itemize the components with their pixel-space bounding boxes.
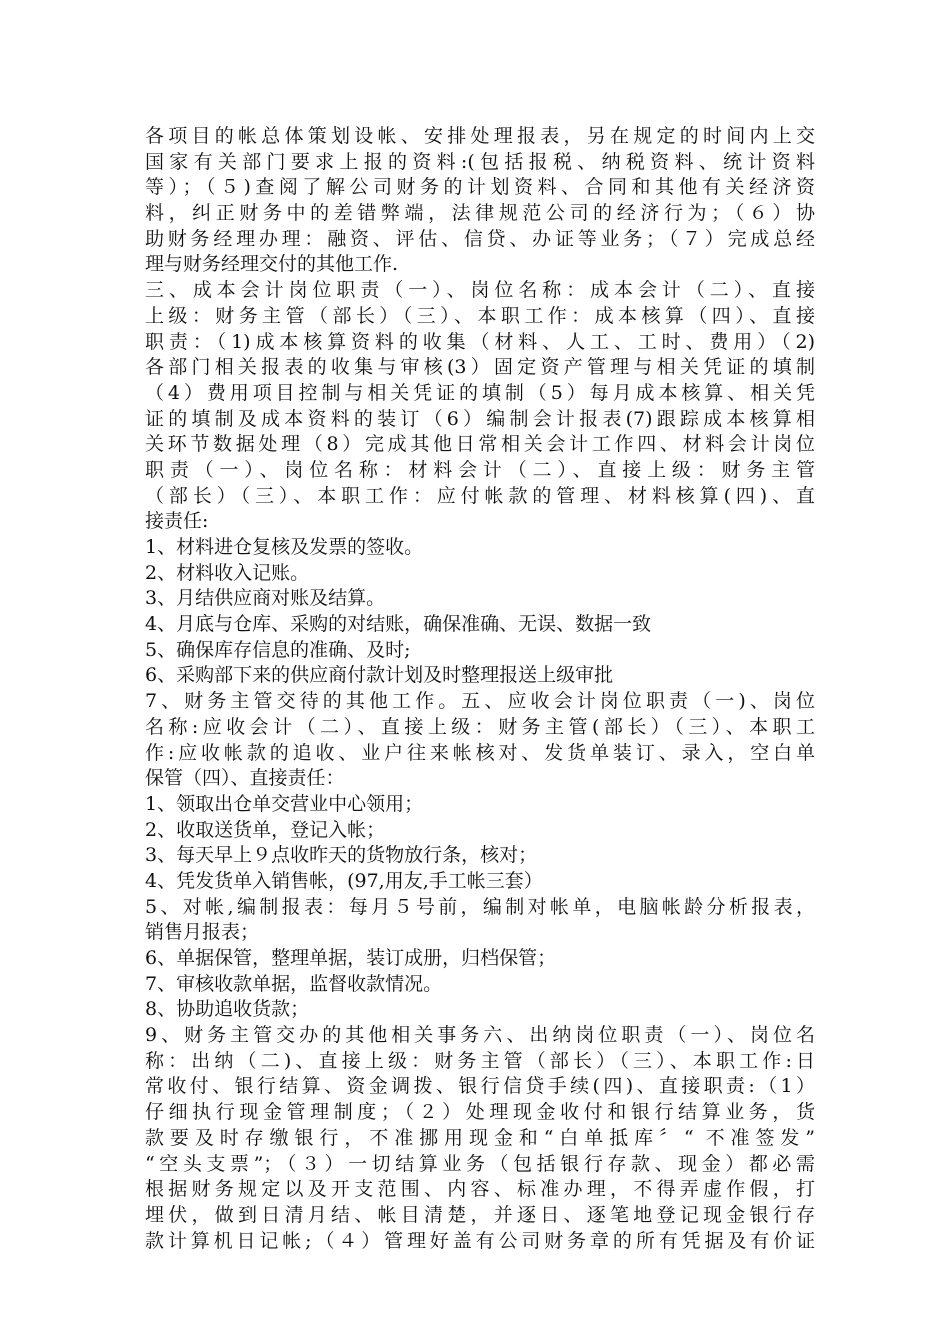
- text-line: 作:应收帐款的追收、业户往来帐核对、发货单装订、录入，空白单: [145, 741, 815, 764]
- list-item: 6、采购部下来的供应商付款计划及时整理报送上级审批: [145, 664, 614, 687]
- text-line: 称：出纳（二)、直接上级：财务主管（部长）（三）、本职工作:日: [145, 1049, 815, 1072]
- text-line: 常收付、银行结算、资金调拨、银行信贷手续(四)、直接职责:（1）: [145, 1075, 815, 1098]
- text-line: 款要及时存缴银行，不准挪用现金和“白单抵库〞“ 不准签发”: [145, 1126, 815, 1149]
- list-item: 8、协助追收货款；: [145, 998, 310, 1021]
- list-item: 7、财务主管交待的其他工作。五、应收会计岗位职责（一)、岗位: [145, 690, 815, 713]
- list-item: 1、领取出仓单交营业中心领用；: [145, 792, 424, 815]
- text-line: 仔细执行现金管理制度；（２）处理现金收付和银行结算业务，货: [145, 1101, 815, 1124]
- list-item: 4、凭发货单入销售帐，(97,用友,手工帐三套）: [145, 869, 543, 892]
- section-heading-line: 三、成本会计岗位职责（一）、岗位名称：成本会计（二）、直接: [145, 279, 815, 302]
- text-line: 各项目的帐总体策划设帐、安排处理报表，另在规定的时间内上交: [145, 125, 815, 147]
- list-item: 1、材料进仓复核及发票的签收。: [145, 536, 424, 558]
- text-line: 理与财务经理交付的其他工作.: [145, 253, 399, 276]
- list-item: 4、月底与仓库、采购的对结账，确保准确、无误、数据一致: [145, 613, 652, 636]
- text-line: （4）费用项目控制与相关凭证的填制（5）每月成本核算、相关凭: [145, 381, 815, 404]
- text-line: （部长）（三）、本职工作：应付帐款的管理、材料核算(四)、直: [145, 484, 815, 507]
- text-line: 保管（四）、直接责任：: [145, 767, 345, 790]
- text-line: 各部门相关报表的收集与审核(3）固定资产管理与相关凭证的填制: [145, 356, 815, 379]
- list-item: 3、每天早上９点收昨天的货物放行条，核对；: [145, 844, 538, 867]
- text-line: 助财务经理办理：融资、评估、信贷、办证等业务；（７）完成总经: [145, 227, 815, 250]
- list-item: 7、审核收款单据，监督收款情况。: [145, 972, 443, 995]
- text-line: 国家有关部门要求上报的资料:(包括报税、纳税资料、统计资料: [145, 150, 815, 173]
- list-item: 3、月结供应商对账及结算。: [145, 587, 386, 610]
- text-line: 上级：财务主管（部长）（三）、本职工作：成本核算（四）、直接: [145, 304, 815, 327]
- list-item: 5、对帐,编制报表：每月５号前，编制对帐单，电脑帐龄分析报表，: [145, 895, 815, 918]
- text-line: 款计算机日记帐;（４）管理好盖有公司财务章的所有凭据及有价证: [145, 1229, 815, 1252]
- list-item: 9、财务主管交办的其他相关事务六、出纳岗位职责（一）、岗位名: [145, 1024, 815, 1047]
- text-line: 接责任:: [145, 510, 209, 533]
- document-body: [145, 124, 815, 1254]
- text-line: 职责（一）、岗位名称：材料会计（二）、直接上级：财务主管: [145, 458, 815, 481]
- list-item: 2、材料收入记账。: [145, 561, 310, 584]
- text-line: 证的填制及成本资料的装订（6）编制会计报表(7)跟踪成本核算相: [145, 407, 815, 430]
- text-line: 根据财务规定以及开支范围、内容、标准办理，不得弄虚作假，打: [145, 1178, 815, 1201]
- list-item: 6、单据保管，整理单据，装订成册，归档保管；: [145, 947, 557, 969]
- text-line: 等）；（５)查阅了解公司财务的计划资料、合同和其他有关经济资: [145, 176, 815, 199]
- text-line: 销售月报表；: [145, 921, 260, 944]
- text-line: 名称:应收会计（二）、直接上级：财务主管(部长）（三）、本职工: [145, 715, 815, 738]
- text-line: “空头支票”；（３）一切结算业务（包括银行存款、现金）都必需: [145, 1152, 815, 1175]
- text-line: 埋伏，做到日清月结、帐目清楚，并逐日、逐笔地登记现金银行存: [145, 1203, 815, 1226]
- text-line: 关环节数据处理（8）完成其他日常相关会计工作四、材料会计岗位: [145, 433, 815, 456]
- list-item: 5、确保库存信息的准确、及时;: [145, 638, 411, 661]
- text-line: 职责：（1)成本核算资料的收集（材料、人工、工时、费用）（2): [145, 330, 815, 353]
- list-item: 2、收取送货单，登记入帐；: [145, 818, 386, 841]
- text-line: 料，纠正财务中的差错弊端，法律规范公司的经济行为；（６）协: [145, 202, 815, 225]
